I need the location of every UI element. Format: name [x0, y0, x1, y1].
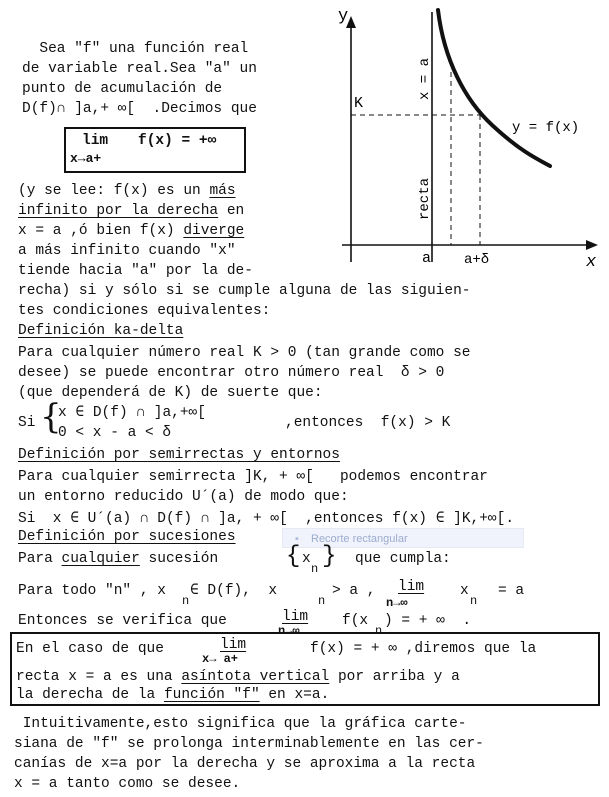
def1-then: ,entonces f(x) > K [285, 415, 451, 431]
def3-lim2: lim [282, 609, 309, 625]
intro-line-4: D(f)∩ ]a,+ ∞[ .Decimos que [22, 101, 257, 117]
vertical-asymptote-graph [330, 0, 605, 280]
read-line-6: recha) si y sólo si se cumple alguna de las siguien- [18, 283, 471, 299]
def3-lim2-sub: n→∞ [278, 624, 300, 638]
limit-expression: f(x) = +∞ [138, 133, 217, 149]
conclusion-line-1: Intuitivamente,esto significa que la gráfica carte- [14, 716, 467, 732]
def3-line-3b: f(x [342, 613, 369, 629]
rectangular-snip-tooltip: ▪ Recorte rectangular [282, 528, 524, 548]
def2-line-2: un entorno reducido U´(a) de modo que: [18, 489, 349, 505]
read-line-4: a más infinito cuando "x" [18, 243, 236, 259]
read-line-1: (y se lee: f(x) es un más [18, 183, 236, 199]
def3-line-3c: ) = + ∞ . [384, 613, 472, 629]
def1-si: Si [18, 415, 36, 431]
def3-n3: n [470, 594, 478, 608]
limit-subscript: x→a+ [70, 151, 102, 166]
def1-condition-1: x ∈ D(f) ∩ ]a,+∞[ [58, 405, 206, 421]
curve-label: y = f(x) [512, 120, 580, 136]
read-line-2: infinito por la derecha en [18, 203, 245, 219]
def3-heading: Definición por sucesiones [18, 529, 236, 545]
def3-line-3a: Entonces se verifica que [18, 613, 227, 629]
asym-line-1b: f(x) = + ∞ ,diremos que la [310, 641, 537, 657]
conclusion-line-2: siana de "f" se prolonga interminablemente en las cer- [14, 736, 484, 752]
def3-seq-close: } [322, 543, 337, 570]
def1-line-1: Para cualquier número real K > 0 (tan grande como se [18, 345, 471, 361]
def1-condition-2: 0 < x - a < δ [58, 425, 172, 441]
asym-line-2: recta x = a es una asíntota vertical por arriba y a [16, 669, 460, 685]
a-delta-label: a+δ [464, 252, 490, 268]
asym-line-3: la derecha de la función "f" en x=a. [16, 687, 330, 703]
function-curve [438, 10, 550, 166]
asym-lim-sub: x→ a+ [202, 652, 239, 666]
x-axis-label: x [586, 253, 597, 272]
def3-seq-open: { [286, 543, 301, 570]
def1-line-3: (que dependerá de K) de suerte que: [18, 385, 323, 401]
conclusion-line-4: x = a tanto como se desee. [14, 776, 241, 792]
asymptote-box [10, 632, 600, 706]
def3-xn: x [460, 583, 469, 599]
k-label: K [354, 95, 364, 112]
def3-line-2a: Para todo "n" , x [18, 583, 166, 599]
def3-n2: n [318, 594, 326, 608]
def3-seq-x: x [302, 551, 311, 567]
conclusion-line-3: canías de x=a por la derecha y se aproxima a la recta [14, 756, 476, 772]
def3-eq-a: = a [498, 583, 525, 599]
read-line-7: tes condiciones equivalentes: [18, 303, 271, 319]
asym-line-1a: En el caso de que [16, 641, 164, 657]
def3-lim-sub: n→∞ [386, 596, 408, 610]
asym-lim: lim [220, 637, 247, 653]
def3-line-1: Para cualquier sucesión [18, 551, 219, 567]
intro-line-1: Sea "f" una función real [22, 41, 249, 57]
read-line-5: tiende hacia "a" por la de- [18, 263, 253, 279]
intro-line-3: punto de acumulación de [22, 81, 223, 97]
def2-line-3: Si x ∈ U´(a) ∩ D(f) ∩ ]a, + ∞[ ,entonces f(x) ∈ ]K,+∞[. [18, 511, 515, 527]
intro-line-2: de variable real.Sea "a" un [22, 61, 257, 77]
def3-line-2c: > a , [332, 583, 376, 599]
x-axis-arrow [586, 240, 598, 250]
def2-heading: Definición por semirrectas y entornos [18, 447, 340, 463]
def3-n1: n [182, 594, 190, 608]
def1-heading: Definición ka-delta [18, 323, 184, 339]
y-axis-label: y [338, 7, 349, 26]
read-line-3: x = a ,ó bien f(x) diverge [18, 223, 245, 239]
def1-line-2: desee) se puede encontrar otro número real δ > 0 [18, 365, 445, 381]
def3-line-1-end: que cumpla: [355, 551, 451, 567]
vline-top-label: x = a [417, 57, 433, 100]
limit-lim: lim [82, 133, 109, 149]
def2-line-1: Para cualquier semirrecta ]K, + ∞[ podemos encontrar [18, 469, 488, 485]
def3-seq-n: n [311, 562, 319, 576]
def3-lim: lim [398, 579, 425, 595]
a-label: a [422, 250, 432, 267]
def3-line-2b: ∈ D(f), x [190, 583, 278, 599]
limit-box [64, 127, 246, 173]
vline-bottom-label: recta [417, 177, 433, 220]
def3-n4: n [375, 624, 383, 638]
def1-brace: { [40, 397, 62, 437]
